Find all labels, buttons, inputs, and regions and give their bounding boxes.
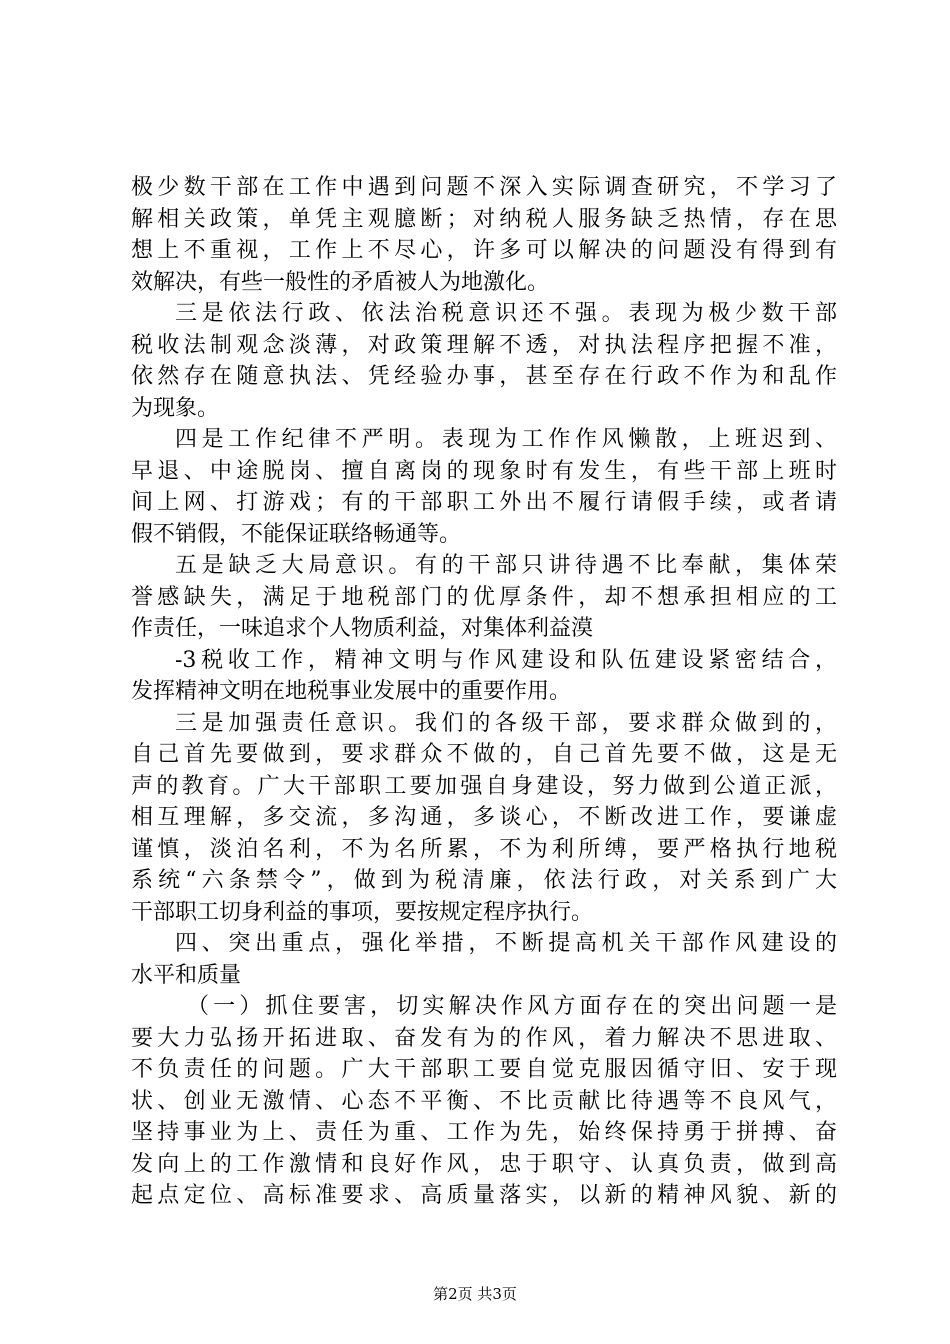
text-line: 间上网、打游戏；有的干部职工外出不履行请假手续，或者请	[131, 490, 837, 515]
text-line: 水平和质量	[131, 962, 242, 988]
text-line: 税收法制观念淡薄，对政策理解不透，对执法程序把握不准，	[131, 332, 837, 358]
text-line: 早退、中途脱岗、擅自离岗的现象时有发生，有些干部上班时	[131, 458, 837, 484]
text-line: 作责任，一味追求个人物质利益，对集体利益漠	[131, 616, 594, 641]
text-line: 相互理解，多交流，多沟通，多谈心，不断改进工作，要谦虚	[131, 805, 837, 830]
text-line: 发挥精神文明在地税事业发展中的重要作用。	[131, 679, 572, 704]
text-line: 四是工作纪律不严明。表现为工作作风懒散，上班迟到、	[175, 427, 837, 452]
document-body	[131, 172, 837, 1212]
text-line: 要大力弘扬开拓进取、奋发有为的作风，着力解决不思进取、	[131, 1025, 837, 1051]
text-line: 想上不重视，工作上不尽心，许多可以解决的问题没有得到有	[131, 238, 837, 263]
text-line: 四、突出重点，强化举措，不断提高机关干部作风建设的	[175, 931, 837, 956]
text-line: 系统“六条禁令”，做到为税清廉，依法行政，对关系到广大	[131, 868, 837, 893]
text-line: 五是缺乏大局意识。有的干部只讲待遇不比奉献，集体荣	[175, 553, 837, 578]
text-line: 极少数干部在工作中遇到问题不深入实际调查研究，不学习了	[131, 175, 837, 200]
text-line: 解相关政策，单凭主观臆断；对纳税人服务缺乏热情，存在思	[131, 206, 837, 232]
text-line: 干部职工切身利益的事项，要按规定程序执行。	[131, 899, 594, 925]
text-line: 状、创业无激情、心态不平衡、不比贡献比待遇等不良风气，	[131, 1088, 837, 1114]
text-line: 效解决，有些一般性的矛盾被人为地激化。	[131, 269, 550, 295]
text-line: 为现象。	[131, 395, 220, 421]
text-line: -3税收工作，精神文明与作风建设和队伍建设紧密结合，	[175, 647, 837, 673]
text-line: 不负责任的问题。广大干部职工要自觉克服因循守旧、安于现	[131, 1057, 837, 1082]
text-line: 假不销假，不能保证联络畅通等。	[131, 521, 462, 547]
text-line: 三是依法行政、依法治税意识还不强。表现为极少数干部	[175, 301, 837, 326]
text-line: 三是加强责任意识。我们的各级干部，要求群众做到的，	[175, 710, 837, 736]
text-line: 谨慎，淡泊名利，不为名所累，不为利所缚，要严格执行地税	[131, 836, 837, 862]
text-line: 坚持事业为上、责任为重、工作为先，始终保持勇于拼搏、奋	[131, 1120, 837, 1145]
text-line: 誉感缺失，满足于地税部门的优厚条件，却不想承担相应的工	[131, 584, 837, 610]
text-line: 自己首先要做到，要求群众不做的，自己首先要不做，这是无	[131, 742, 837, 767]
text-line: （一）抓住要害，切实解决作风方面存在的突出问题一是	[187, 994, 837, 1019]
page-footer: 第2页 共3页	[433, 1285, 517, 1303]
text-line: 依然存在随意执法、凭经验办事，甚至存在行政不作为和乱作	[131, 364, 837, 389]
text-line: 起点定位、高标准要求、高质量落实，以新的精神风貌、新的	[131, 1183, 837, 1208]
text-line: 发向上的工作激情和良好作风，忠于职守、认真负责，做到高	[131, 1151, 837, 1177]
text-line: 声的教育。广大干部职工要加强自身建设，努力做到公道正派，	[131, 773, 837, 799]
